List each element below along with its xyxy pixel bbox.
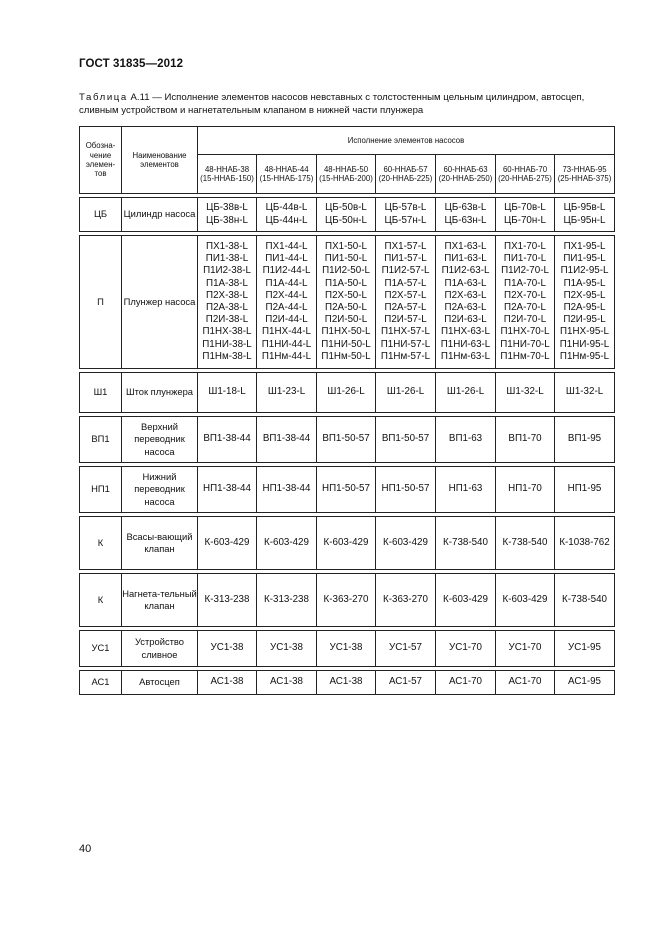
element-value-line: ВП1-38-44 [262,433,311,445]
element-value-cell [317,373,376,413]
element-value-cell [198,417,257,463]
element-value-cell [436,373,496,413]
element-value-line: П2А-70-L [504,302,546,313]
table-header-row [80,127,615,155]
element-value-line: НП1-70 [508,483,542,495]
element-value-line: П1А-57-L [384,277,427,289]
element-value-cell [555,671,615,695]
element-value-cell [555,631,615,667]
element-value-line: УС1-38 [329,642,363,654]
element-value-cell [198,198,257,232]
element-code-cell: К [80,574,122,627]
element-value-cell [376,631,436,667]
element-value-line: К-603-429 [204,536,250,548]
element-value-line: ПИ1-44-L [265,253,308,265]
element-value-line: П1А-44-L [265,277,308,289]
element-value-line: ПИ1-38-L [205,253,249,265]
element-value-cell [198,517,257,570]
element-value-cell [376,467,436,513]
element-value-line: П1Нм-38-L [202,350,252,362]
element-value-line: П1НИ-95-L [559,338,610,350]
element-code-cell: АС1 [80,671,122,695]
element-value-line: П1А-95-L [563,277,606,289]
element-value-line: П1А-70-L [504,277,546,289]
element-value-line: УС1-57 [389,642,422,654]
element-value-line: П1А-38-L [206,277,248,289]
element-value-line: Ш1-32-L [506,386,544,398]
table-caption [79,92,614,117]
element-value-line: ПИ1-63-L [444,253,487,265]
element-value-cell [496,671,555,695]
element-value-cell [376,517,436,570]
element-code-cell: ЦБ [80,198,122,232]
element-value-line: К-603-429 [443,593,488,605]
element-value-line: Ш1-18-L [208,386,246,398]
element-value-cell [436,417,496,463]
element-value-line: НП1-50-57 [322,483,370,495]
element-value-line: АС1-38 [210,676,244,688]
element-value-line: УС1-70 [508,642,542,654]
element-value-cell [496,417,555,463]
element-value-line: НП1-95 [567,483,602,495]
element-value-line: НП1-50-57 [381,483,430,495]
element-name-cell: Цилиндр насоса [122,198,198,232]
page-number: 40 [79,843,92,855]
element-value-line: К-738-540 [443,536,488,548]
element-value-cell [317,671,376,695]
element-value-cell [257,236,317,369]
element-value-cell [317,517,376,570]
element-value-line: ЦБ-95н-L [563,214,606,226]
column-header-pump-model: 60-ННАБ-57 (20-ННАБ-225) [376,155,436,194]
element-value-line: ПХ1-44-L [265,240,308,252]
table-row [80,517,615,570]
column-header-name: Наименование элементов [122,127,198,194]
element-value-line: ЦБ-57н-L [384,214,427,226]
element-value-cell [496,198,555,232]
element-value-cell [317,467,376,513]
element-value-line: П1Нм-70-L [500,350,550,362]
element-value-cell [555,517,615,570]
element-value-line: П1А-50-L [325,277,367,289]
element-value-cell [496,373,555,413]
element-value-line: П1И2-38-L [203,265,251,277]
column-header-pump-model: 48-ННАБ-44 (15-ННАБ-175) [257,155,317,194]
element-value-line: П2И-50-L [324,314,368,326]
element-value-line: П2А-44-L [265,302,308,313]
element-value-line: К-603-429 [323,536,369,548]
element-value-line: П2А-95-L [563,302,606,313]
element-value-line: П2А-38-L [206,302,248,313]
element-name-cell: Устройство сливное [122,631,198,667]
element-value-line: ПИ1-70-L [503,253,547,265]
element-value-line: ПИ1-95-L [563,253,606,265]
element-value-line: П1НИ-70-L [500,338,550,350]
element-value-cell [555,198,615,232]
element-value-line: ПИ1-50-L [324,253,368,265]
element-value-cell [555,467,615,513]
element-value-line: ВП1-63 [448,433,483,445]
element-name-cell: Автосцеп [122,671,198,695]
element-value-line: П1Нм-95-L [559,350,610,362]
element-value-line: П1А-63-L [444,277,487,289]
element-value-line: УС1-95 [568,642,601,654]
element-value-cell [376,198,436,232]
table-row [80,236,615,369]
element-value-line: К-363-270 [383,593,428,605]
element-value-cell [496,574,555,627]
element-value-cell [376,417,436,463]
element-value-cell [555,417,615,463]
element-value-cell [198,671,257,695]
element-value-cell [198,467,257,513]
element-value-line: ЦБ-38в-L [206,202,248,214]
element-name-cell: Шток плунжера [122,373,198,413]
element-value-line: П1И2-95-L [560,265,609,277]
element-value-line: П1НХ-38-L [202,326,252,338]
element-value-line: ПХ1-70-L [504,240,546,252]
element-value-line: П1НИ-63-L [440,338,491,350]
element-value-line: П2Х-38-L [206,289,248,301]
element-value-cell [376,574,436,627]
element-code-cell: НП1 [80,467,122,513]
element-value-line: ЦБ-44в-L [265,202,308,214]
pump-elements-table [79,126,615,695]
element-name-cell: Нижний переводник насоса [122,467,198,513]
element-value-line: П1Нм-57-L [380,350,431,362]
table-row [80,574,615,627]
element-code-cell: ВП1 [80,417,122,463]
element-value-cell [257,631,317,667]
element-value-cell [198,631,257,667]
element-value-line: АС1-38 [269,676,303,688]
element-value-line: П2Х-95-L [563,289,606,301]
element-value-line: К-738-540 [562,593,607,605]
element-value-cell [376,671,436,695]
element-value-line: ВП1-70 [508,433,542,445]
element-value-cell [257,198,317,232]
element-value-line: ЦБ-63в-L [444,202,487,214]
table-row [80,671,615,695]
element-value-cell [257,373,317,413]
column-header-pump-model: 48-ННАБ-38 (15-ННАБ-150) [198,155,257,194]
element-value-cell [317,574,376,627]
element-value-cell [376,236,436,369]
element-value-cell [317,417,376,463]
element-value-line: ПХ1-95-L [563,240,606,252]
element-value-line: ЦБ-63н-L [444,214,487,226]
element-value-line: К-313-238 [264,593,309,605]
table-row [80,198,615,232]
table-caption-label: Таблица [79,92,128,103]
element-value-line: П1НХ-44-L [262,326,311,338]
element-value-line: К-1038-762 [559,536,610,548]
column-group-header: Исполнение элементов насосов [198,127,615,155]
element-value-line: УС1-70 [449,642,482,654]
element-value-cell [198,574,257,627]
element-value-cell [496,467,555,513]
element-value-line: ЦБ-50н-L [325,214,367,226]
element-value-cell [257,574,317,627]
element-value-line: П1НХ-95-L [560,326,609,338]
element-value-line: П2Х-70-L [504,289,546,301]
element-value-cell [257,467,317,513]
element-value-line: П1Нм-44-L [261,350,312,362]
element-value-line: ВП1-50-57 [322,433,370,445]
element-value-line: П1И2-44-L [262,265,311,277]
element-value-line: П1НИ-50-L [321,338,371,350]
element-value-line: П2И-44-L [265,314,308,326]
element-value-line: НП1-38-44 [262,483,311,495]
table-caption-text: А.11 — Исполнение элементов насосов невставных с толстостенным цельным цилиндром, автосцеп, сливным устройством и нагнетательным клапаном в нижней части плунжера [79,92,585,116]
element-value-line: П1И2-57-L [381,265,430,277]
column-header-pump-model: 48-ННАБ-50 (15-ННАБ-200) [317,155,376,194]
column-header-pump-model: 73-ННАБ-95 (25-ННАБ-375) [555,155,615,194]
element-value-line: ЦБ-38н-L [206,214,248,226]
table-body [80,127,615,695]
element-value-line: НП1-38-44 [203,483,251,495]
element-value-line: АС1-70 [508,676,542,688]
element-value-cell [436,467,496,513]
element-value-line: ПХ1-63-L [444,240,487,252]
element-value-cell [496,236,555,369]
element-value-line: П1НХ-70-L [500,326,550,338]
element-code-cell: П [80,236,122,369]
element-value-cell [317,236,376,369]
table-row [80,373,615,413]
element-value-line: П1НИ-44-L [261,338,312,350]
table-row [80,467,615,513]
element-value-line: П1НХ-50-L [321,326,371,338]
element-value-cell [198,236,257,369]
element-value-line: АС1-70 [448,676,482,688]
element-value-cell [436,517,496,570]
element-value-cell [257,417,317,463]
element-value-line: ПХ1-57-L [384,240,427,252]
element-value-cell [436,671,496,695]
element-value-cell [376,373,436,413]
element-value-line: ЦБ-70в-L [504,202,546,214]
element-value-line: П2И-63-L [444,314,487,326]
element-value-line: П1НИ-38-L [202,338,252,350]
element-value-line: П1И2-50-L [322,265,370,277]
element-value-line: НП1-63 [448,483,483,495]
element-value-line: Ш1-23-L [267,386,306,398]
element-value-line: К-603-429 [383,536,428,548]
element-value-line: ЦБ-44н-L [265,214,308,226]
element-value-cell [436,631,496,667]
element-value-line: П1И2-63-L [441,265,490,277]
table-row [80,417,615,463]
element-value-cell [257,671,317,695]
element-value-line: П2Х-44-L [265,289,308,301]
element-value-line: ПХ1-38-L [206,240,248,252]
element-value-line: П2Х-50-L [325,289,367,301]
element-value-line: П2А-50-L [325,302,367,313]
element-value-cell [198,373,257,413]
element-value-line: К-313-238 [204,593,250,605]
element-name-cell: Всасы-вающий клапан [122,517,198,570]
element-value-line: П2И-57-L [384,314,427,326]
element-value-cell [555,236,615,369]
element-value-cell [555,373,615,413]
element-code-cell: УС1 [80,631,122,667]
element-value-line: П2А-63-L [444,302,487,313]
element-code-cell: Ш1 [80,373,122,413]
element-value-cell [257,517,317,570]
element-value-line: П2Х-63-L [444,289,487,301]
element-value-cell [496,631,555,667]
element-code-cell: К [80,517,122,570]
element-value-cell [555,574,615,627]
element-value-line: П1НИ-57-L [380,338,431,350]
column-header-pump-model: 60-ННАБ-70 (20-ННАБ-275) [496,155,555,194]
element-name-cell: Нагнета-тельный клапан [122,574,198,627]
document-standard-header: ГОСТ 31835—2012 [79,58,184,70]
element-value-line: П1Нм-63-L [440,350,491,362]
element-value-line: ЦБ-57в-L [384,202,427,214]
element-value-line: ВП1-50-57 [381,433,430,445]
element-value-line: П2И-38-L [205,314,249,326]
column-header-pump-model: 60-ННАБ-63 (20-ННАБ-250) [436,155,496,194]
element-value-cell [496,517,555,570]
element-value-line: К-738-540 [502,536,548,548]
element-value-line: П2И-95-L [563,314,606,326]
element-value-line: ВП1-95 [567,433,602,445]
element-value-line: П1НХ-57-L [381,326,430,338]
element-value-line: УС1-38 [270,642,303,654]
element-value-line: Ш1-32-L [565,386,604,398]
element-value-cell [317,198,376,232]
element-value-line: П2А-57-L [384,302,427,313]
element-value-line: УС1-38 [210,642,244,654]
element-value-line: ЦБ-95в-L [563,202,606,214]
element-value-line: ВП1-38-44 [203,433,251,445]
element-value-line: К-603-429 [502,593,548,605]
element-name-cell: Верхний переводник насоса [122,417,198,463]
element-value-cell [436,236,496,369]
element-value-line: ЦБ-70н-L [504,214,546,226]
element-value-line: К-363-270 [323,593,369,605]
element-value-line: П1Нм-50-L [321,350,371,362]
element-value-line: Ш1-26-L [386,386,425,398]
element-value-line: АС1-57 [388,676,422,688]
column-header-designation: Обозна-чение элемен-тов [80,127,122,194]
element-value-line: Ш1-26-L [446,386,485,398]
element-value-line: П1НХ-63-L [441,326,490,338]
element-value-cell [436,574,496,627]
element-value-line: П1И2-70-L [501,265,549,277]
element-value-line: ПИ1-57-L [384,253,427,265]
element-value-line: ЦБ-50в-L [325,202,367,214]
element-value-line: АС1-38 [329,676,363,688]
element-value-line: К-603-429 [264,536,309,548]
element-value-line: Ш1-26-L [327,386,365,398]
element-value-line: П2Х-57-L [384,289,427,301]
element-value-cell [317,631,376,667]
table-row [80,631,615,667]
element-value-line: П2И-70-L [503,314,547,326]
element-name-cell: Плунжер насоса [122,236,198,369]
element-value-cell [436,198,496,232]
element-value-line: АС1-95 [568,676,602,688]
element-value-line: ПХ1-50-L [325,240,367,252]
